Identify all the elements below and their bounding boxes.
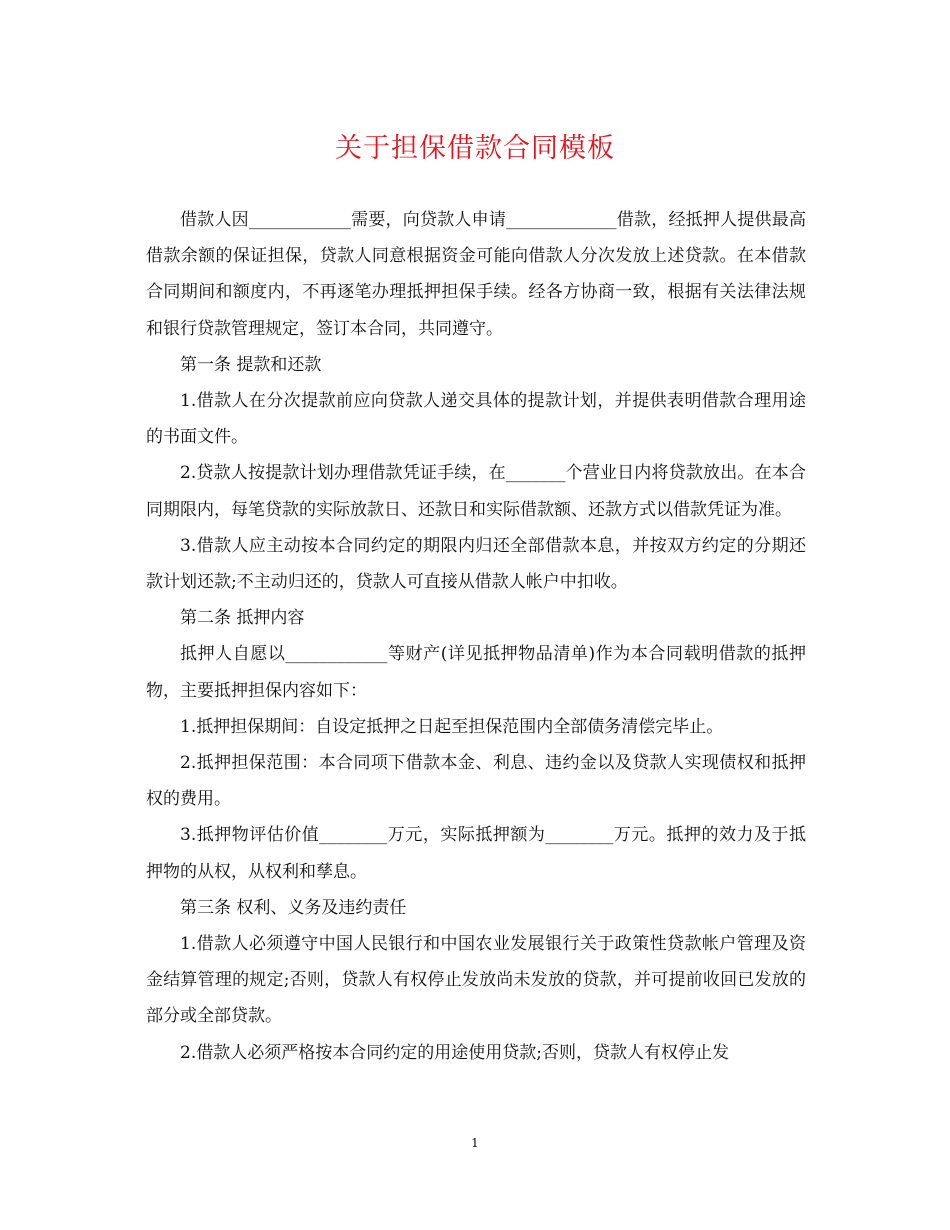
section-heading-2: 第二条 抵押内容 bbox=[180, 608, 305, 629]
paragraph: 1.借款人在分次提款前应向贷款人递交具体的提款计划，并提供表明借款合理用途的书面文件。 bbox=[146, 391, 806, 448]
paragraph: 2.借款人必须严格按本合同约定的用途使用贷款;否则，贷款人有权停止发 bbox=[180, 1042, 729, 1063]
paragraph: 2.抵押担保范围：本合同项下借款本金、利息、违约金以及贷款人实现债权和抵押权的费用。 bbox=[146, 753, 806, 810]
paragraph: 2.贷款人按提款计划办理借款凭证手续，在_______个营业日内将贷款放出。在本合同期限内，每笔贷款的实际放款日、还款日和实际借款额、还款方式以借款凭证为准。 bbox=[146, 463, 806, 520]
page-number: 1 bbox=[471, 1136, 479, 1150]
section-heading-1: 第一条 提款和还款 bbox=[180, 354, 322, 375]
paragraph: 3.借款人应主动按本合同约定的期限内归还全部借款本息，并按双方约定的分期还款计划还款;不主动归还的，贷款人可直接从借款人帐户中扣收。 bbox=[146, 535, 806, 593]
document-title: 关于担保借款合同模板 bbox=[335, 133, 615, 164]
document-body bbox=[146, 202, 806, 1071]
paragraph: 1.抵押担保期间：自设定抵押之日起至担保范围内全部债务清偿完毕止。 bbox=[180, 716, 724, 737]
paragraph: 抵押人自愿以____________等财产(详见抵押物品清单)作为本合同载明借款的抵押物，主要抵押担保内容如下： bbox=[146, 644, 806, 701]
section-heading-3: 第三条 权利、义务及违约责任 bbox=[180, 897, 407, 918]
paragraph: 3.抵押物评估价值________万元，实际抵押额为________万元。抵押的效力及于抵押物的从权，从权利和孳息。 bbox=[146, 825, 806, 882]
paragraph: 1.借款人必须遵守中国人民银行和中国农业发展银行关于政策性贷款帐户管理及资金结算管理的规定;否则，贷款人有权停止发放尚未发放的贷款，并可提前收回已发放的部分或全部贷款。 bbox=[146, 934, 806, 1027]
paragraph-intro: 借款人因____________需要，向贷款人申请_____________借款，经抵押人提供最高借款余额的保证担保，贷款人同意根据资金可能向借款人分次发放上述贷款。在本借款合同期间和额度内，不再逐笔办理抵押担保手续。经各方协商一致，根据有关法律法规和银行贷款管理规定，签订本合同，共同遵守。 bbox=[146, 210, 806, 339]
